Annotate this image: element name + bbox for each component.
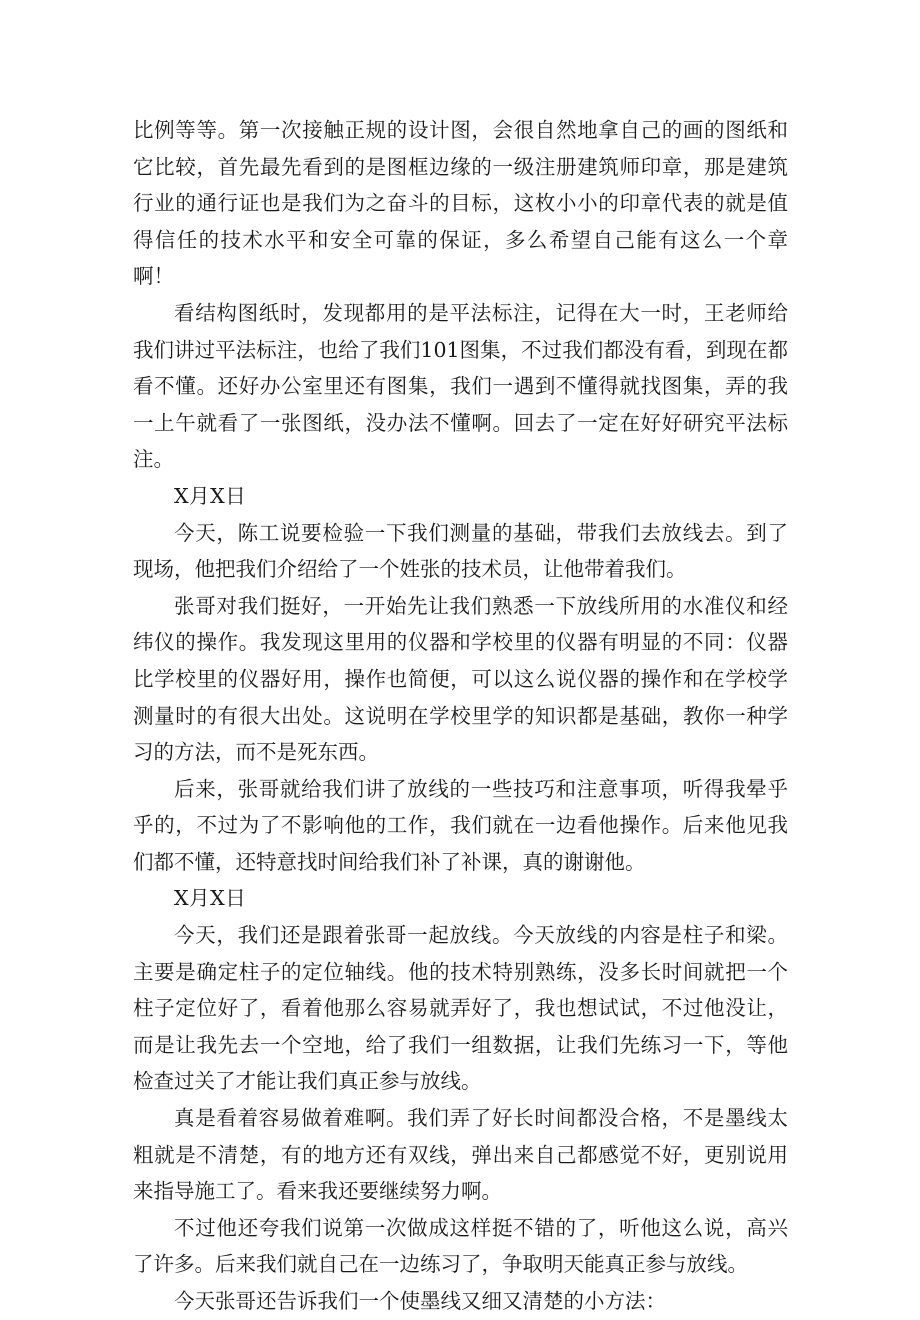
paragraph-3: 今天，陈工说要检验一下我们测量的基础，带我们去放线去。到了现场，他把我们介绍给了一个姓张的技术员，让他带着我们。 [133,520,788,582]
date-heading-1: X月X日 [174,483,247,508]
paragraph-1: 比例等等。第一次接触正规的设计图，会很自然地拿自己的画的图纸和它比较，首先最先看到的是图框边缘的一级注册建筑师印章，那是建筑行业的通行证也是我们为之奋斗的目标，这枚小小的印章代表的就是值得信任的技术水平和安全可靠的保证，多么希望自己能有这么一个章啊！ [133,118,788,289]
document-body [133,112,788,1320]
paragraph-4: 张哥对我们挺好，一开始先让我们熟悉一下放线所用的水准仪和经纬仪的操作。我发现这里用的仪器和学校里的仪器有明显的不同：仪器比学校里的仪器好用，操作也简便，可以这么说仪器的操作和在学校学测量时的有很大出处。这说明在学校里学的知识都是基础，教你一种学习的方法，而不是死东西。 [133,593,788,765]
paragraph-6: 今天，我们还是跟着张哥一起放线。今天放线的内容是柱子和梁。主要是确定柱子的定位轴线。他的技术特别熟练，没多长时间就把一个柱子定位好了，看着他那么容易就弄好了，我也想试试，不过他没让，而是让我先去一个空地，给了我们一组数据，让我们先练习一下，等他检查过关了才能让我们真正参与放线。 [133,923,788,1094]
paragraph-8: 不过他还夸我们说第一次做成这样挺不错的了，听他这么说，高兴了许多。后来我们就自己在一边练习了，争取明天能真正参与放线。 [133,1215,788,1277]
paragraph-9: 今天张哥还告诉我们一个使墨线又细又清楚的小方法： [174,1289,666,1313]
paragraph-5: 后来，张哥就给我们讲了放线的一些技巧和注意事项，听得我晕乎乎的，不过为了不影响他的工作，我们就在一边看他操作。后来他见我们都不懂，还特意找时间给我们补了补课，真的谢谢他。 [133,776,788,874]
paragraph-2: 看结构图纸时，发现都用的是平法标注，记得在大一时，王老师给我们讲过平法标注，也给了我们101图集，不过我们都没有看，到现在都看不懂。还好办公室里还有图集，我们一遇到不懂得就找图集，弄的我一上午就看了一张图纸，没办法不懂啊。回去了一定在好好研究平法标注。 [133,300,788,472]
date-heading-2: X月X日 [174,886,247,911]
paragraph-7: 真是看着容易做着难啊。我们弄了好长时间都没合格，不是墨线太粗就是不清楚，有的地方还有双线，弹出来自己都感觉不好，更别说用来指导施工了。看来我还要继续努力啊。 [133,1106,788,1204]
